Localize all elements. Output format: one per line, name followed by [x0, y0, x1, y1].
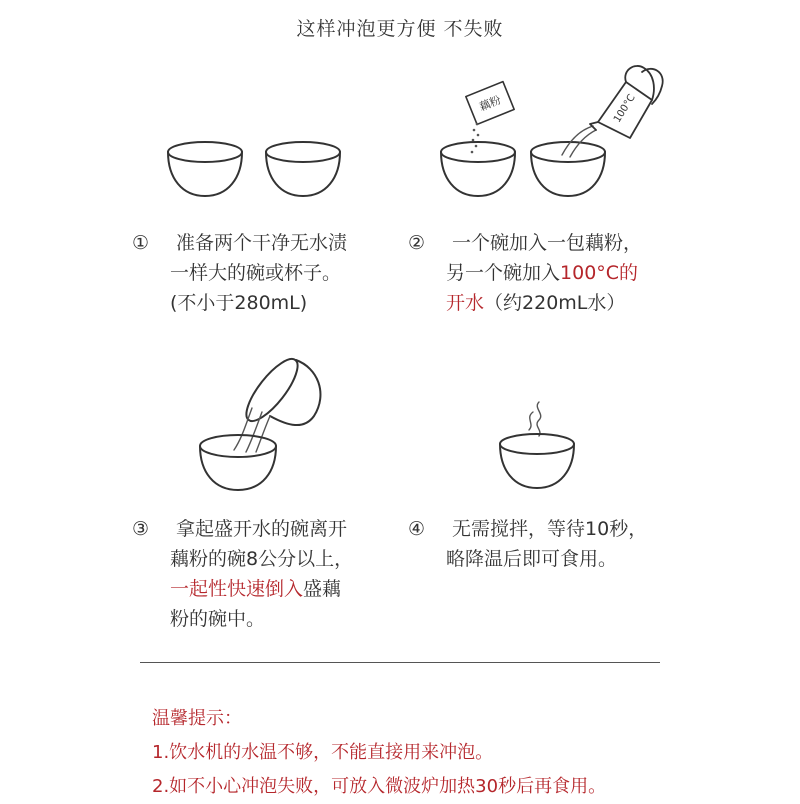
step-1-line-1: 准备两个干净无水渍: [176, 232, 348, 254]
step-1: [132, 228, 347, 318]
tip-item-2: 2.如不小心冲泡失败，可放入微波炉加热30秒后再食用。: [152, 776, 607, 797]
step-3-number: ③: [132, 518, 150, 540]
two-empty-bowls-illustration: [160, 130, 360, 210]
powder-and-kettle-illustration: [430, 60, 670, 210]
step-1-line-3: (不小于280mL): [170, 292, 308, 314]
step-1-number: ①: [132, 232, 150, 254]
page-title: 这样冲泡更方便 不失败: [296, 18, 504, 40]
step-3-line-4: 粉的碗中。: [170, 608, 266, 630]
packet-label: 藕粉: [477, 93, 503, 114]
falling-powder-icon: [471, 123, 480, 154]
kettle-icon: [590, 66, 663, 138]
bowl-left-icon: [168, 142, 242, 196]
tips-heading: 温馨提示：: [152, 708, 242, 729]
step-1-line-2: 一样大的碗或杯子。: [170, 262, 342, 284]
step-2-number: ②: [408, 232, 426, 254]
step-4-line-2: 略降温后即可食用。: [446, 548, 618, 570]
step-2-line-3: （约220mL水）: [484, 292, 626, 314]
pouring-bowl-illustration: [190, 350, 340, 495]
powder-packet-icon: [466, 82, 514, 125]
tilted-bowl-icon: [238, 352, 320, 428]
step-4: [408, 514, 647, 574]
tips-section: [152, 702, 606, 804]
step-3-line-1: 拿起盛开水的碗离开: [176, 518, 348, 540]
step-3-line-3: 盛藕: [303, 578, 342, 600]
steam-icon: [529, 402, 541, 436]
steaming-bowl-illustration: [495, 398, 585, 498]
step-2-line-2: 另一个碗加入: [446, 262, 561, 284]
step-3-highlight-pour: 一起性快速倒入: [170, 578, 304, 600]
step-4-line-1: 无需搅拌，等待10秒，: [452, 518, 648, 540]
bowl-with-hot-water-icon: [531, 142, 605, 196]
bowl-right-icon: [266, 142, 340, 196]
kettle-label: 100°C: [611, 92, 638, 125]
step-2-highlight-boiling-water: 开水: [446, 292, 485, 314]
step-3-line-2: 藕粉的碗8公分以上，: [170, 548, 354, 570]
step-3: [132, 514, 353, 634]
tip-item-1: 1.饮水机的水温不够，不能直接用来冲泡。: [152, 742, 494, 763]
step-2-highlight-temperature: 100°C的: [560, 262, 639, 284]
divider: [140, 662, 660, 663]
bowl-icon: [500, 434, 574, 488]
step-4-number: ④: [408, 518, 426, 540]
bowl-with-powder-icon: [441, 142, 515, 196]
step-2-line-1: 一个碗加入一包藕粉，: [452, 232, 643, 254]
step-2: [408, 228, 642, 318]
